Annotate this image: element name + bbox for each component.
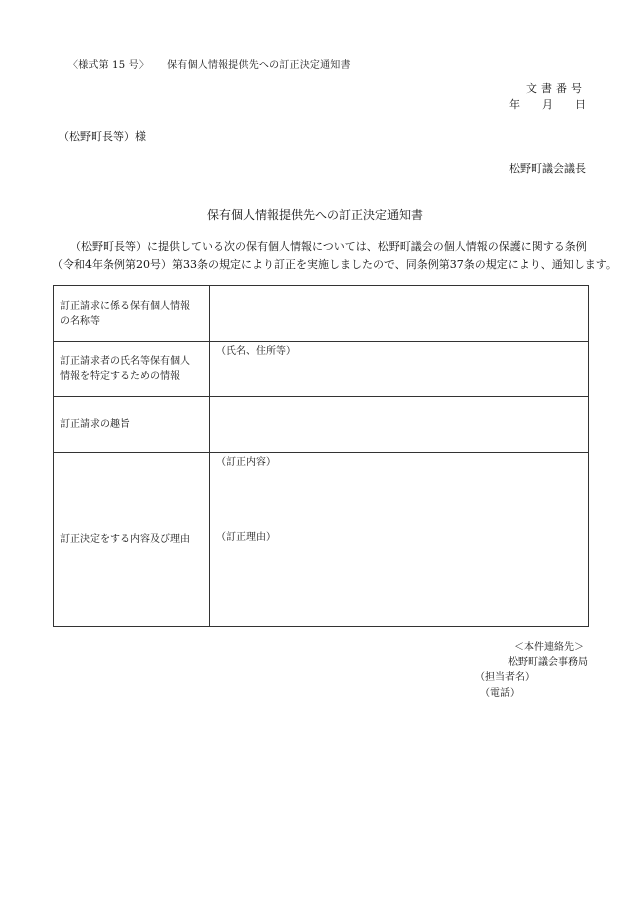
row-note-2: （訂正理由） [216,532,276,543]
body-line-1: （松野町長等）に提供している次の保有個人情報については、松野町議会の個人情報の保護に関する条例 [70,240,587,253]
date-line [509,96,586,112]
row-label-line: の名称等 [60,315,100,327]
form-name: 保有個人情報提供先への訂正決定通知書 [167,60,351,71]
sender: 松野町議会議長 [509,162,586,175]
addressee: （松野町長等）様 [58,130,146,143]
contact-person: （担当者名） [475,672,535,683]
date-year: 年 [509,98,520,111]
contact-heading: ＜本件連絡先＞ [514,642,584,653]
date-day: 日 [575,98,586,111]
row-label [54,286,210,342]
document-title: 保有個人情報提供先への訂正決定通知書 [206,208,423,222]
body-line-2: （令和4年条例第20号）第33条の規定により訂正を実施しましたので、同条例第37条の規定により、通知します。 [52,258,617,271]
form-label [68,56,351,71]
document-number-label: 文書番号 [526,82,586,95]
contact-phone: （電話） [480,688,520,699]
row-value[interactable] [210,342,589,397]
form-number: 〈様式第 15 号〉 [68,60,150,71]
row-note: （氏名、住所等） [216,346,296,357]
row-label-line: 訂正決定をする内容及び理由 [60,534,190,545]
row-label-line: 情報を特定するための情報 [60,371,180,382]
row-label [54,397,210,453]
table-row [54,342,589,397]
date-month: 月 [542,98,553,111]
row-value[interactable] [210,397,589,453]
table-row [54,453,589,627]
body-text [52,238,617,274]
row-note: （訂正内容） [216,457,276,468]
row-label-line: 訂正請求の趣旨 [60,419,130,430]
row-label [54,453,210,627]
row-label-line: 訂正請求者の氏名等保有個人 [60,356,190,367]
table-row [54,397,589,453]
details-table [53,285,589,627]
table-row [54,286,589,342]
row-value[interactable] [210,286,589,342]
contact-office: 松野町議会事務局 [508,657,588,668]
row-label [54,342,210,397]
row-value[interactable] [210,453,589,627]
row-label-line: 訂正請求に係る保有個人情報 [60,300,190,312]
